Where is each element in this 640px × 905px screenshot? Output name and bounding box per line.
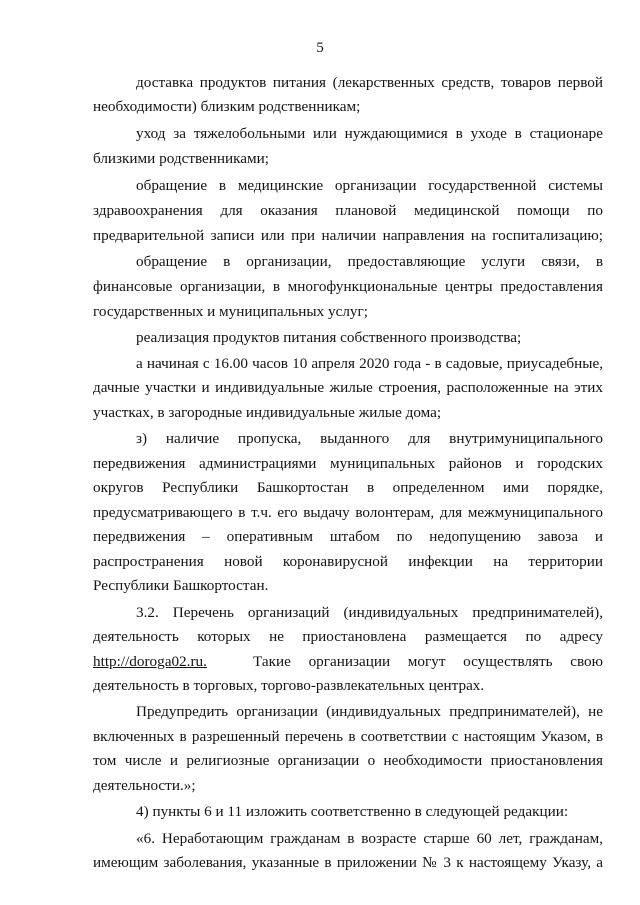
text-line: Республики Башкортостан. [93, 577, 269, 594]
text-line: а начиная с 16.00 часов 10 апреля 2020 года - в садовые, приусадебные, [136, 355, 603, 372]
text-line-rest: Такие организации могут осуществлять свою [253, 653, 603, 670]
text-line [93, 652, 603, 672]
text-line: реализация продуктов питания собственного производства; [136, 329, 522, 346]
text-line: имеющим заболевания, указанные в приложении № 3 к настоящему Указу, а [93, 854, 603, 871]
text-line: деятельности.»; [93, 777, 196, 794]
text-line: передвижения – оперативным штабом по недопущению завоза и [93, 528, 603, 545]
text-line: деятельность которых не приостановлена размещается по адресу [93, 628, 603, 645]
text-line: предварительной записи или при наличии направления на госпитализацию; [93, 227, 603, 244]
text-line: дачные участки и индивидуальные жилые строения, расположенные на этих [93, 379, 603, 396]
text-line: Предупредить организации (индивидуальных предпринимателей), не [136, 703, 603, 720]
text-line: передвижения администрациями муниципальных районов и городских [93, 455, 603, 472]
text-line: финансовые организации, в многофункциональные центры предоставления [93, 278, 603, 295]
text-line: обращение в медицинские организации государственной системы [136, 177, 603, 194]
text-line: близкими родственниками; [93, 150, 270, 167]
text-line: распространения новой коронавирусной инфекции на территории [93, 553, 603, 570]
text-line: деятельность в торговых, торгово-развлекательных центрах. [93, 677, 485, 694]
text-line: обращение в организации, предоставляющие услуги связи, в [136, 253, 603, 270]
text-line: уход за тяжелобольными или нуждающимися в уходе в стационаре [136, 125, 603, 142]
text-line: доставка продуктов питания (лекарственных средств, товаров первой [136, 74, 603, 91]
text-line: том числе и религиозные организации о необходимости приостановления [93, 752, 603, 769]
text-line: 4) пункты 6 и 11 изложить соответственно в следующей редакции: [136, 803, 569, 820]
text-line: здравоохранения для оказания плановой медицинской помощи по [93, 202, 603, 219]
website-link[interactable]: http://doroga02.ru. [93, 653, 207, 670]
text-line: 3.2. Перечень организаций (индивидуальных предпринимателей), [136, 604, 603, 621]
text-line: «6. Неработающим гражданам в возрасте старше 60 лет, гражданам, [136, 830, 603, 847]
text-line: округов Республики Башкортостан в определенном ими порядке, [93, 479, 603, 496]
page-number: 5 [316, 40, 324, 56]
text-line: государственных и муниципальных услуг; [93, 303, 368, 320]
text-line: з) наличие пропуска, выданного для внутримуниципального [136, 430, 603, 447]
text-line: необходимости) близким родственникам; [93, 98, 361, 115]
text-line: предусматривающего в т.ч. его выдачу волонтерам, для межмуниципального [93, 504, 603, 521]
text-line: включенных в разрешенный перечень в соответствии с настоящим Указом, в [93, 728, 603, 745]
text-line: участках, в загородные индивидуальные жилые дома; [93, 404, 442, 421]
